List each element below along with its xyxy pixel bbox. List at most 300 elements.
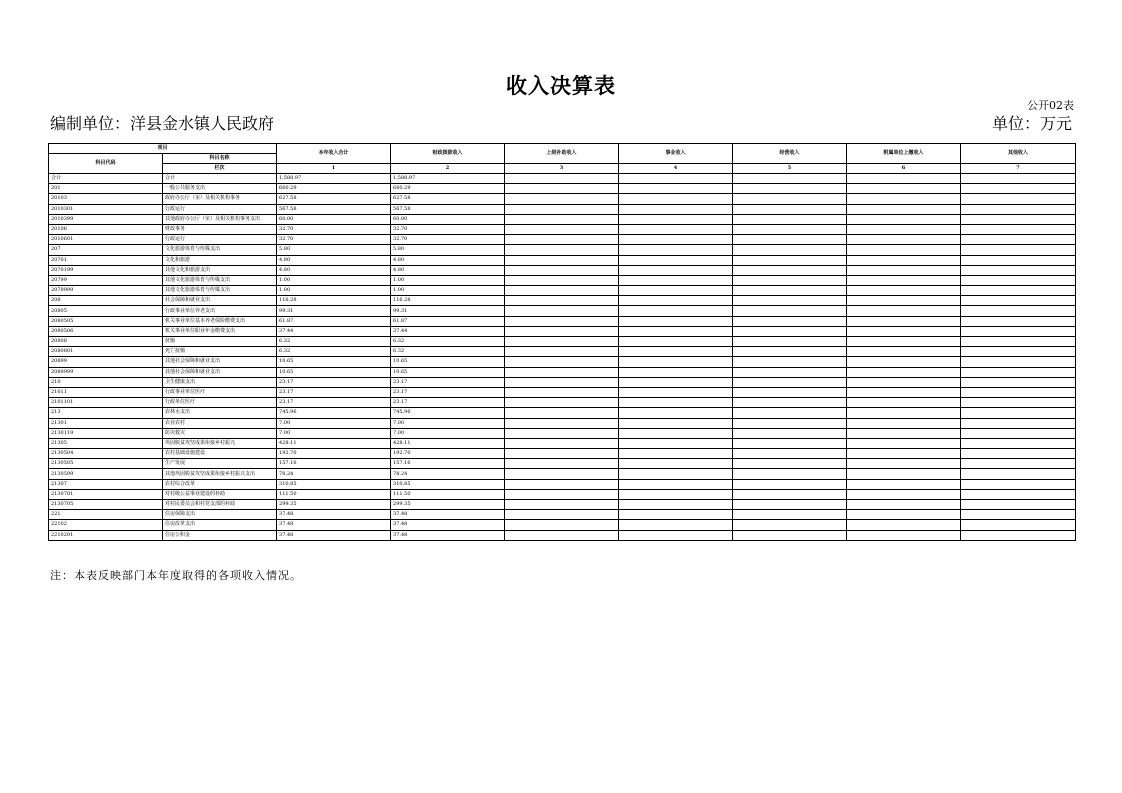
cell-fiscal-income: 567.58 xyxy=(391,204,505,214)
cell-total-income: 111.50 xyxy=(277,489,391,499)
cell-other-income xyxy=(961,326,1076,336)
table-row xyxy=(49,479,1076,489)
cell-business-income xyxy=(619,489,733,499)
header-col-1: 本年收入合计 xyxy=(277,144,391,164)
cell-name: 住房保障支出 xyxy=(163,510,277,520)
cell-business-income xyxy=(619,184,733,194)
cell-other-income xyxy=(961,469,1076,479)
cell-code: 221 xyxy=(49,510,163,520)
cell-fiscal-income: 10.65 xyxy=(391,367,505,377)
cell-operating-income xyxy=(733,479,847,489)
cell-fiscal-income: 1,588.97 xyxy=(391,174,505,184)
cell-superior-subsidy xyxy=(505,174,619,184)
cell-business-income xyxy=(619,357,733,367)
table-row xyxy=(49,428,1076,438)
cell-business-income xyxy=(619,296,733,306)
cell-other-income xyxy=(961,500,1076,510)
cell-subsidiary-income xyxy=(847,500,961,510)
cell-business-income xyxy=(619,316,733,326)
cell-subsidiary-income xyxy=(847,347,961,357)
cell-business-income xyxy=(619,377,733,387)
reporting-unit: 编制单位：洋县金水镇人民政府 xyxy=(50,114,275,133)
cell-subsidiary-income xyxy=(847,377,961,387)
cell-code: 20103 xyxy=(49,194,163,204)
table-row xyxy=(49,530,1076,540)
cell-subsidiary-income xyxy=(847,428,961,438)
cell-name: 农林水支出 xyxy=(163,408,277,418)
cell-superior-subsidy xyxy=(505,418,619,428)
cell-fiscal-income: 299.35 xyxy=(391,500,505,510)
header-col-2: 财政拨款收入 xyxy=(391,144,505,164)
cell-code: 210 xyxy=(49,377,163,387)
cell-operating-income xyxy=(733,357,847,367)
page-title: 收入决算表 xyxy=(506,73,616,98)
cell-subsidiary-income xyxy=(847,245,961,255)
cell-fiscal-income: 7.00 xyxy=(391,418,505,428)
cell-fiscal-income: 116.28 xyxy=(391,296,505,306)
table-row xyxy=(49,245,1076,255)
col-num-7: 7 xyxy=(961,164,1076,174)
cell-name: 行政事业单位医疗 xyxy=(163,387,277,397)
form-code: 公开02表 xyxy=(1027,99,1074,112)
cell-business-income xyxy=(619,510,733,520)
cell-fiscal-income: 37.48 xyxy=(391,510,505,520)
cell-other-income xyxy=(961,459,1076,469)
cell-code: 2130701 xyxy=(49,489,163,499)
cell-code: 21307 xyxy=(49,479,163,489)
cell-fiscal-income: 23.17 xyxy=(391,377,505,387)
cell-total-income: 1,588.97 xyxy=(277,174,391,184)
cell-name: 卫生健康支出 xyxy=(163,377,277,387)
cell-subsidiary-income xyxy=(847,469,961,479)
cell-name: 对村民委员会和村党支部的补助 xyxy=(163,500,277,510)
cell-name: 对村级公益事业建设的补助 xyxy=(163,489,277,499)
cell-name: 生产发展 xyxy=(163,459,277,469)
cell-superior-subsidy xyxy=(505,194,619,204)
cell-other-income xyxy=(961,214,1076,224)
table-row xyxy=(49,459,1076,469)
cell-fiscal-income: 157.16 xyxy=(391,459,505,469)
header-col-7: 其他收入 xyxy=(961,144,1076,164)
cell-subsidiary-income xyxy=(847,174,961,184)
cell-superior-subsidy xyxy=(505,449,619,459)
header-col-5: 经营收入 xyxy=(733,144,847,164)
cell-code: 201 xyxy=(49,184,163,194)
cell-name: 抚恤 xyxy=(163,337,277,347)
cell-total-income: 299.35 xyxy=(277,500,391,510)
cell-other-income xyxy=(961,194,1076,204)
cell-fiscal-income: 37.44 xyxy=(391,326,505,336)
cell-subsidiary-income xyxy=(847,357,961,367)
cell-code: 2130505 xyxy=(49,459,163,469)
cell-other-income xyxy=(961,377,1076,387)
header-col-3: 上级补助收入 xyxy=(505,144,619,164)
table-row xyxy=(49,377,1076,387)
cell-subsidiary-income xyxy=(847,520,961,530)
cell-superior-subsidy xyxy=(505,398,619,408)
cell-business-income xyxy=(619,469,733,479)
cell-superior-subsidy xyxy=(505,377,619,387)
cell-other-income xyxy=(961,387,1076,397)
cell-fiscal-income: 1.00 xyxy=(391,286,505,296)
cell-total-income: 7.00 xyxy=(277,428,391,438)
cell-total-income: 23.17 xyxy=(277,387,391,397)
cell-name: 文化和旅游 xyxy=(163,255,277,265)
cell-operating-income xyxy=(733,520,847,530)
cell-fiscal-income: 60.00 xyxy=(391,214,505,224)
cell-subsidiary-income xyxy=(847,235,961,245)
cell-fiscal-income: 23.17 xyxy=(391,398,505,408)
table-row xyxy=(49,184,1076,194)
cell-superior-subsidy xyxy=(505,489,619,499)
cell-total-income: 37.48 xyxy=(277,530,391,540)
cell-subsidiary-income xyxy=(847,530,961,540)
cell-code: 208 xyxy=(49,296,163,306)
cell-name: 其他文化和旅游支出 xyxy=(163,265,277,275)
cell-total-income: 116.28 xyxy=(277,296,391,306)
cell-subsidiary-income xyxy=(847,449,961,459)
cell-subsidiary-income xyxy=(847,194,961,204)
cell-name: 文化旅游体育与传媒支出 xyxy=(163,245,277,255)
cell-code: 20106 xyxy=(49,224,163,234)
cell-name: 农村综合改革 xyxy=(163,479,277,489)
cell-operating-income xyxy=(733,428,847,438)
cell-business-income xyxy=(619,387,733,397)
cell-total-income: 567.58 xyxy=(277,204,391,214)
cell-subsidiary-income xyxy=(847,316,961,326)
table-row xyxy=(49,418,1076,428)
cell-business-income xyxy=(619,286,733,296)
table-row xyxy=(49,398,1076,408)
cell-operating-income xyxy=(733,255,847,265)
table-row xyxy=(49,224,1076,234)
cell-other-income xyxy=(961,316,1076,326)
table-row xyxy=(49,204,1076,214)
cell-code: 2070199 xyxy=(49,265,163,275)
cell-fiscal-income: 5.80 xyxy=(391,245,505,255)
cell-superior-subsidy xyxy=(505,316,619,326)
cell-total-income: 627.58 xyxy=(277,194,391,204)
table-row xyxy=(49,337,1076,347)
cell-fiscal-income: 37.48 xyxy=(391,530,505,540)
cell-code: 207 xyxy=(49,245,163,255)
cell-subsidiary-income xyxy=(847,479,961,489)
cell-operating-income xyxy=(733,286,847,296)
cell-total-income: 6.32 xyxy=(277,347,391,357)
cell-other-income xyxy=(961,174,1076,184)
cell-name: 巩固脱贫攻坚成果衔接乡村振兴 xyxy=(163,438,277,448)
header-row-1 xyxy=(49,144,1076,154)
cell-code: 2080506 xyxy=(49,326,163,336)
cell-operating-income xyxy=(733,489,847,499)
cell-name: 机关事业单位职业年金缴费支出 xyxy=(163,326,277,336)
cell-total-income: 23.17 xyxy=(277,377,391,387)
cell-superior-subsidy xyxy=(505,286,619,296)
cell-superior-subsidy xyxy=(505,224,619,234)
cell-superior-subsidy xyxy=(505,235,619,245)
cell-fiscal-income: 6.32 xyxy=(391,337,505,347)
cell-superior-subsidy xyxy=(505,387,619,397)
cell-fiscal-income: 78.24 xyxy=(391,469,505,479)
cell-name: 防灾救灾 xyxy=(163,428,277,438)
cell-superior-subsidy xyxy=(505,357,619,367)
table-row xyxy=(49,194,1076,204)
header-col-4: 事业收入 xyxy=(619,144,733,164)
cell-fiscal-income: 32.70 xyxy=(391,235,505,245)
cell-operating-income xyxy=(733,418,847,428)
cell-fiscal-income: 23.17 xyxy=(391,387,505,397)
cell-other-income xyxy=(961,418,1076,428)
cell-name: 一般公共服务支出 xyxy=(163,184,277,194)
table-row xyxy=(49,174,1076,184)
table-row xyxy=(49,275,1076,285)
cell-total-income: 1.00 xyxy=(277,275,391,285)
cell-name: 行政运行 xyxy=(163,204,277,214)
cell-code: 2130504 xyxy=(49,449,163,459)
cell-total-income: 32.70 xyxy=(277,224,391,234)
cell-total-income: 7.00 xyxy=(277,418,391,428)
table-body xyxy=(49,174,1076,541)
cell-other-income xyxy=(961,275,1076,285)
cell-fiscal-income: 4.80 xyxy=(391,265,505,275)
cell-operating-income xyxy=(733,214,847,224)
cell-business-income xyxy=(619,408,733,418)
cell-superior-subsidy xyxy=(505,469,619,479)
cell-subsidiary-income xyxy=(847,337,961,347)
cell-code: 2130119 xyxy=(49,428,163,438)
table-row xyxy=(49,316,1076,326)
cell-name: 行政事业单位养老支出 xyxy=(163,306,277,316)
table-row xyxy=(49,408,1076,418)
cell-total-income: 1.00 xyxy=(277,286,391,296)
cell-subsidiary-income xyxy=(847,296,961,306)
cell-total-income: 37.44 xyxy=(277,326,391,336)
cell-business-income xyxy=(619,449,733,459)
cell-business-income xyxy=(619,194,733,204)
cell-other-income xyxy=(961,357,1076,367)
col-num-1: 1 xyxy=(277,164,391,174)
cell-operating-income xyxy=(733,387,847,397)
cell-subsidiary-income xyxy=(847,387,961,397)
table-row xyxy=(49,255,1076,265)
cell-code: 2101101 xyxy=(49,398,163,408)
cell-operating-income xyxy=(733,530,847,540)
cell-business-income xyxy=(619,174,733,184)
cell-other-income xyxy=(961,510,1076,520)
cell-business-income xyxy=(619,428,733,438)
cell-operating-income xyxy=(733,347,847,357)
cell-total-income: 60.00 xyxy=(277,214,391,224)
header-item: 项目 xyxy=(49,144,277,154)
cell-superior-subsidy xyxy=(505,347,619,357)
table-row xyxy=(49,326,1076,336)
table-row xyxy=(49,235,1076,245)
cell-code: 2010399 xyxy=(49,214,163,224)
cell-subsidiary-income xyxy=(847,326,961,336)
cell-superior-subsidy xyxy=(505,184,619,194)
cell-superior-subsidy xyxy=(505,245,619,255)
cell-total-income: 6.32 xyxy=(277,337,391,347)
cell-subsidiary-income xyxy=(847,418,961,428)
cell-other-income xyxy=(961,286,1076,296)
footnote: 注：本表反映部门本年度取得的各项收入情况。 xyxy=(50,569,302,582)
cell-fiscal-income: 310.85 xyxy=(391,479,505,489)
cell-superior-subsidy xyxy=(505,275,619,285)
cell-superior-subsidy xyxy=(505,255,619,265)
cell-total-income: 4.80 xyxy=(277,255,391,265)
cell-operating-income xyxy=(733,235,847,245)
cell-fiscal-income: 111.50 xyxy=(391,489,505,499)
cell-total-income: 61.87 xyxy=(277,316,391,326)
cell-code: 2080505 xyxy=(49,316,163,326)
header-code: 科目代码 xyxy=(49,154,163,174)
cell-other-income xyxy=(961,347,1076,357)
cell-superior-subsidy xyxy=(505,428,619,438)
table-row xyxy=(49,214,1076,224)
cell-operating-income xyxy=(733,500,847,510)
cell-fiscal-income: 61.87 xyxy=(391,316,505,326)
cell-code: 20701 xyxy=(49,255,163,265)
cell-name: 住房改革支出 xyxy=(163,520,277,530)
cell-code: 213 xyxy=(49,408,163,418)
cell-operating-income xyxy=(733,367,847,377)
cell-business-income xyxy=(619,438,733,448)
cell-code: 21301 xyxy=(49,418,163,428)
cell-code: 21011 xyxy=(49,387,163,397)
cell-superior-subsidy xyxy=(505,265,619,275)
cell-other-income xyxy=(961,428,1076,438)
cell-code: 21305 xyxy=(49,438,163,448)
cell-name: 政府办公厅（室）及相关机构事务 xyxy=(163,194,277,204)
cell-total-income: 10.65 xyxy=(277,367,391,377)
cell-code: 2210201 xyxy=(49,530,163,540)
cell-total-income: 5.80 xyxy=(277,245,391,255)
cell-business-income xyxy=(619,255,733,265)
cell-other-income xyxy=(961,265,1076,275)
cell-code: 合计 xyxy=(49,174,163,184)
cell-superior-subsidy xyxy=(505,296,619,306)
cell-fiscal-income: 37.48 xyxy=(391,520,505,530)
cell-name: 农村基础设施建设 xyxy=(163,449,277,459)
cell-code: 22102 xyxy=(49,520,163,530)
cell-other-income xyxy=(961,337,1076,347)
cell-business-income xyxy=(619,224,733,234)
cell-operating-income xyxy=(733,326,847,336)
cell-fiscal-income: 660.29 xyxy=(391,184,505,194)
table-row xyxy=(49,469,1076,479)
cell-business-income xyxy=(619,479,733,489)
cell-other-income xyxy=(961,438,1076,448)
cell-subsidiary-income xyxy=(847,438,961,448)
cell-business-income xyxy=(619,275,733,285)
table-row xyxy=(49,387,1076,397)
cell-operating-income xyxy=(733,174,847,184)
cell-business-income xyxy=(619,418,733,428)
cell-name: 其他社会保障和就业支出 xyxy=(163,367,277,377)
cell-superior-subsidy xyxy=(505,367,619,377)
cell-superior-subsidy xyxy=(505,408,619,418)
cell-name: 其他政府办公厅（室）及相关机构事务支出 xyxy=(163,214,277,224)
cell-total-income: 157.16 xyxy=(277,459,391,469)
cell-name: 其他文化旅游体育与传媒支出 xyxy=(163,286,277,296)
cell-other-income xyxy=(961,530,1076,540)
cell-total-income: 37.48 xyxy=(277,520,391,530)
cell-business-income xyxy=(619,214,733,224)
cell-code: 20805 xyxy=(49,306,163,316)
cell-total-income: 32.70 xyxy=(277,235,391,245)
cell-operating-income xyxy=(733,316,847,326)
cell-total-income: 37.48 xyxy=(277,510,391,520)
cell-code: 20899 xyxy=(49,357,163,367)
cell-superior-subsidy xyxy=(505,204,619,214)
cell-operating-income xyxy=(733,438,847,448)
cell-business-income xyxy=(619,500,733,510)
cell-operating-income xyxy=(733,337,847,347)
cell-fiscal-income: 32.70 xyxy=(391,224,505,234)
cell-total-income: 660.29 xyxy=(277,184,391,194)
cell-code: 2010301 xyxy=(49,204,163,214)
cell-subsidiary-income xyxy=(847,255,961,265)
cell-operating-income xyxy=(733,245,847,255)
cell-other-income xyxy=(961,306,1076,316)
cell-operating-income xyxy=(733,224,847,234)
col-num-3: 3 xyxy=(505,164,619,174)
table-row xyxy=(49,489,1076,499)
cell-name: 其他社会保障和就业支出 xyxy=(163,357,277,367)
cell-subsidiary-income xyxy=(847,510,961,520)
cell-total-income: 4.80 xyxy=(277,265,391,275)
cell-business-income xyxy=(619,245,733,255)
cell-subsidiary-income xyxy=(847,204,961,214)
cell-code: 20799 xyxy=(49,275,163,285)
cell-other-income xyxy=(961,398,1076,408)
cell-name: 行政单位医疗 xyxy=(163,398,277,408)
cell-other-income xyxy=(961,479,1076,489)
cell-business-income xyxy=(619,204,733,214)
cell-subsidiary-income xyxy=(847,306,961,316)
cell-name: 住房公积金 xyxy=(163,530,277,540)
cell-fiscal-income: 99.31 xyxy=(391,306,505,316)
cell-superior-subsidy xyxy=(505,306,619,316)
cell-superior-subsidy xyxy=(505,337,619,347)
cell-operating-income xyxy=(733,398,847,408)
cell-operating-income xyxy=(733,377,847,387)
cell-fiscal-income: 1.00 xyxy=(391,275,505,285)
cell-code: 2130705 xyxy=(49,500,163,510)
cell-other-income xyxy=(961,489,1076,499)
cell-business-income xyxy=(619,337,733,347)
cell-total-income: 99.31 xyxy=(277,306,391,316)
cell-name: 合计 xyxy=(163,174,277,184)
cell-name: 机关事业单位基本养老保险缴费支出 xyxy=(163,316,277,326)
cell-subsidiary-income xyxy=(847,398,961,408)
cell-operating-income xyxy=(733,449,847,459)
table-row xyxy=(49,449,1076,459)
cell-name: 其他巩固脱贫攻坚成果衔接乡村振兴支出 xyxy=(163,469,277,479)
cell-fiscal-income: 192.70 xyxy=(391,449,505,459)
cell-business-income xyxy=(619,530,733,540)
col-num-4: 4 xyxy=(619,164,733,174)
cell-operating-income xyxy=(733,510,847,520)
cell-name: 财政事务 xyxy=(163,224,277,234)
cell-fiscal-income: 7.00 xyxy=(391,428,505,438)
cell-code: 2079999 xyxy=(49,286,163,296)
cell-operating-income xyxy=(733,184,847,194)
cell-total-income: 428.11 xyxy=(277,438,391,448)
cell-name: 社会保障和就业支出 xyxy=(163,296,277,306)
cell-business-income xyxy=(619,367,733,377)
cell-business-income xyxy=(619,306,733,316)
